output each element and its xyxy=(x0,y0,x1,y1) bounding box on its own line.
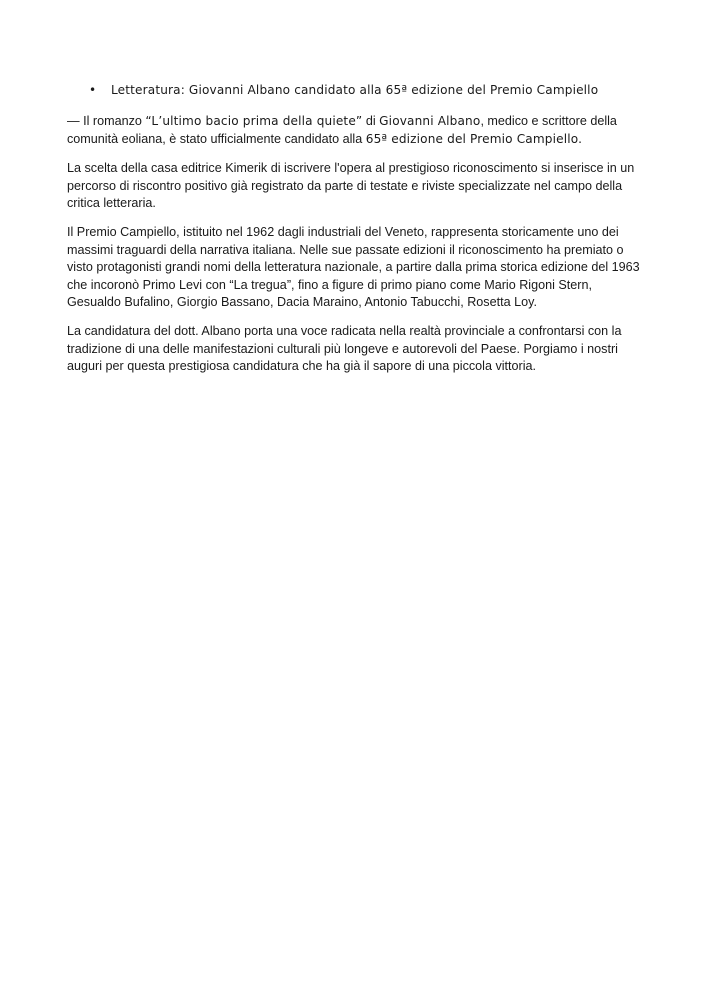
headline-bullet-item xyxy=(67,82,647,99)
paragraph-campiello-history: Il Premio Campiello, istituito nel 1962 dagli industriali del Veneto, rappresenta storicamente uno dei massimi traguardi della narrativa italiana. Nelle sue passate edizioni il riconoscimento ha premiato o visto protagonisti grandi nomi della letteratura nazionale, a partire dalla prima storica edizione del 1963 che incoronò Primo Levi con “La tregua”, fino a figure di primo piano come Mario Rigoni Stern, Gesualdo Bufalino, Giorgio Bassano, Dacia Maraino, Antonio Tabucchi, Rosetta Loy. xyxy=(67,225,640,310)
edition-text: 65ª edizione del Premio Campiello. xyxy=(365,131,583,146)
paragraph-publisher: La scelta della casa editrice Kimerik di iscrivere l'opera al prestigioso riconoscimento si inserisce in un percorso di riscontro positivo già registrato da parte di testate e riviste specializzate nel campo della critica letteraria. xyxy=(67,161,635,211)
novel-title: “L’ultimo bacio prima della quiete” xyxy=(145,114,363,129)
paragraph-candidacy: La candidatura del dott. Albano porta una voce radicata nella realtà provinciale a confrontarsi con la tradizione di una delle manifestazioni culturali più longeve e autorevoli del Paese. Porgiamo i nostri auguri per questa prestigiosa candidatura che ha già il sapore di una piccola vittoria. xyxy=(67,324,622,374)
lead-text-part1: di xyxy=(362,114,380,129)
author-name: Giovanni Albano xyxy=(379,114,481,129)
lead-text-part2: , medico e scrittore della comunità eoliana, è stato ufficialmente candidato alla xyxy=(67,114,617,146)
article-body xyxy=(67,82,647,388)
bullet-icon: • xyxy=(89,83,97,97)
lead-paragraph xyxy=(67,113,647,148)
headline-text: Letteratura: Giovanni Albano candidato alla 65ª edizione del Premio Campiello xyxy=(111,83,599,97)
lead-dash: — Il romanzo xyxy=(67,114,146,129)
